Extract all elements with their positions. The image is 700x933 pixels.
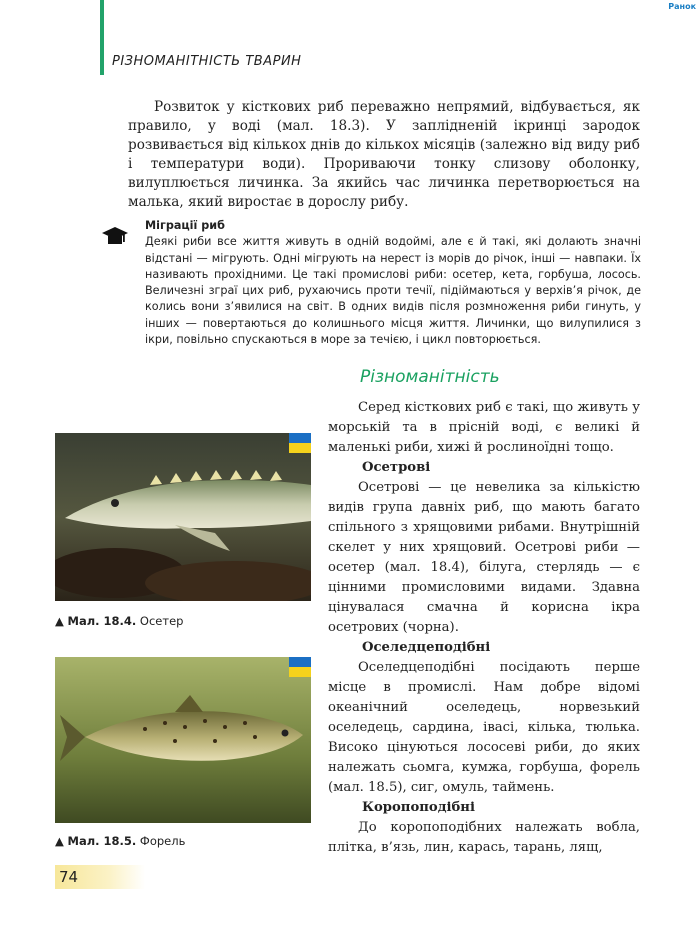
figure-title: Осетер	[139, 614, 184, 628]
herring-heading: Оселедцеподібні	[362, 640, 491, 655]
carp-text: До коропоподібних належать вобла, плітка, в’язь, лин, карась, тарань, лящ,	[328, 820, 640, 855]
carp-heading: Коропоподібні	[362, 800, 475, 815]
sturgeon-photo	[55, 433, 311, 601]
figure-label: Мал. 18.5.	[67, 834, 137, 848]
figure-caption	[55, 614, 183, 628]
migration-title: Міграції риб	[145, 219, 225, 232]
page-number: 74	[55, 865, 145, 889]
ukraine-flag-icon	[289, 433, 311, 453]
figure-label: Мал. 18.4.	[67, 614, 137, 628]
caption-triangle-icon: ▲	[55, 834, 64, 848]
diversity-intro: Серед кісткових риб є такі, що живуть у морській та в прісній воді, є великі й маленькі риби, хижі й рослиноїдні тощо.	[328, 400, 640, 455]
running-header: РІЗНОМАНІТНІСТЬ ТВАРИН	[112, 54, 302, 69]
sturgeon-heading: Осетрові	[362, 460, 431, 475]
caption-triangle-icon: ▲	[55, 614, 64, 628]
diversity-column	[328, 398, 640, 858]
ukraine-flag-icon	[289, 657, 311, 677]
figure-title: Форель	[139, 834, 186, 848]
migration-text: Деякі риби все життя живуть в одній водоймі, але є й такі, які долають значні відстані — мігрують. Одні мігрують на нерест із морів до річок, інші — навпаки. Їх називають прохідними. Це такі промислові риби: осетер, кета, горбуша, лосось. Величезні зграї цих риб, рухаючись проти течії, підіймаються у верхів’я річок, де колись вони з’явилися на світ. В одних видів після розмноження риби гинуть, у інших — повертаються до колишнього місця життя. Личинки, що вилупилися з ікри, повільно спускаються в море за течією, і цикл повторюється.	[145, 235, 641, 347]
intro-section	[128, 98, 640, 212]
publisher-logo: Ранок	[668, 2, 696, 11]
intro-paragraph: Розвиток у кісткових риб переважно непрямий, відбувається, як правило, у воді (мал. 18.3). У заплідненій ікринці зародок розвивається від кількох днів до кількох місяців (залежно від виду риб і температури води). Прориваючи тонку слизову оболонку, вилуплюється личинка. За якийсь час личинка перетворюється на малька, який виростає в дорослу рибу.	[128, 99, 640, 210]
herring-text: Оселедцеподібні посідають перше місце в промислі. Нам добре відомі океанічний оселедець, норвезький оселедець, сардина, івасі, кілька, тюлька. Високо цінуються лососеві риби, до яких належать сьомга, кумжа, горбуша, форель (мал. 18.5), сиг, омуль, таймень.	[328, 660, 640, 795]
sturgeon-text: Осетрові — це невелика за кількістю видів група давніх риб, що мають багато спільного з хрящовими рибами. Внутрішній скелет у них хрящовий. Осетрові риби — осетер (мал. 18.4), білуга, стерлядь — є цінними промисловими видами. Здавна цінувалася смачна й корисна ікра осетрових (чорна).	[328, 480, 640, 635]
section-title: Різноманітність	[360, 367, 500, 387]
figure-caption	[55, 834, 185, 848]
graduation-cap-icon	[100, 224, 130, 248]
trout-photo	[55, 657, 311, 823]
migration-box	[145, 218, 641, 348]
header-accent-bar	[100, 0, 104, 75]
